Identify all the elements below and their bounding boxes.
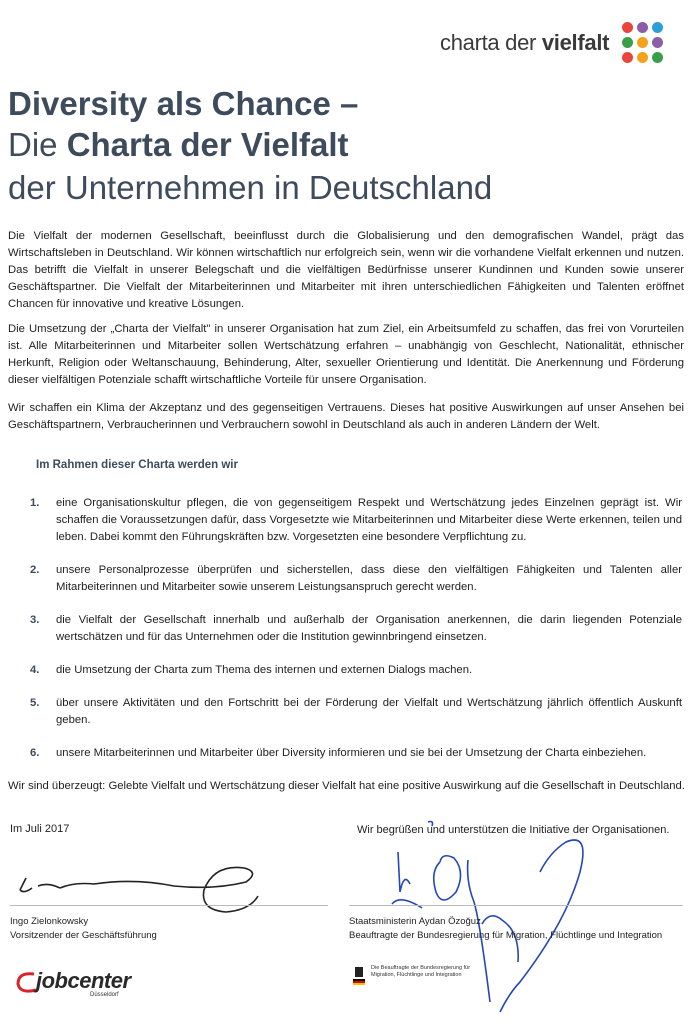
- federal-eagle-icon: [353, 965, 365, 987]
- headline-line-2-bold: Charta der Vielfalt: [66, 126, 349, 163]
- right-signer-role: Beauftragte der Bundesregierung für Migration, Flüchtlinge und Integration: [349, 930, 663, 941]
- jobcenter-wordmark: jobcenter: [36, 968, 131, 993]
- intro-paragraph-2: Die Umsetzung der „Charta der Vielfalt" in unserer Organisation hat zum Ziel, ein Arbeitsumfeld zu schaffen, das frei von Vorurteilen ist. Alle Mitarbeiterinnen und Mitarbeiter sollen Wertschätzung erfahren – unabhängig von Geschlecht, Nationalität, ethnischer Herkunft, Religion oder Weltanschauung, Behinderung, Alter, sexueller Orientierung und Identität. Die Anerkennung und Förderung dieser vielfältigen Potenziale schafft wirtschaftliche Vorteile für unsere Organisation.: [8, 323, 684, 386]
- commitment-number: 1.: [30, 497, 40, 509]
- closing-statement: Wir sind überzeugt: Gelebte Vielfalt und Wertschätzung dieser Vielfalt hat eine positive Auswirkung auf die Gesellschaft in Deutschland.: [8, 780, 685, 792]
- commitment-number: 5.: [30, 697, 40, 709]
- logo-dots-icon: [622, 22, 670, 70]
- jobcenter-city: Düsseldorf: [90, 992, 119, 998]
- jobcenter-swoosh-icon: [14, 970, 38, 994]
- logo-dot: [652, 22, 663, 33]
- left-signature-icon: [14, 860, 264, 920]
- commitments-heading: Im Rahmen dieser Charta werden wir: [36, 459, 238, 471]
- logo-text-bold: vielfalt: [541, 30, 610, 55]
- commitment-text: unsere Personalprozesse überprüfen und sicherstellen, dass diese den vielfältigen Fähigkeiten und Talenten aller Mitarbeiterinnen und Mitarbeiter sowie unserem Leistungsanspruch gerecht werden.: [56, 564, 682, 593]
- headline-line-2: [8, 127, 349, 163]
- right-signer-name: Staatsministerin Aydan Özoğuz: [349, 916, 481, 927]
- commitment-text: die Umsetzung der Charta zum Thema des internen und externen Dialogs machen.: [56, 664, 473, 676]
- commitment-number: 6.: [30, 747, 40, 759]
- logo-dot: [637, 37, 648, 48]
- federal-commissioner-logo: [353, 965, 493, 997]
- charta-der-vielfalt-logo: [440, 22, 680, 72]
- federal-commissioner-text: Die Beauftragte der Bundesregierung für Migration, Flüchtlinge und Integration: [371, 965, 471, 978]
- commitment-text: unsere Mitarbeiterinnen und Mitarbeiter über Diversity informieren und sie bei der Umsetzung der Charta einbeziehen.: [56, 747, 647, 759]
- logo-dot: [622, 37, 633, 48]
- headline-line-3: der Unternehmen in Deutschland: [8, 169, 493, 206]
- logo-text-light: charta der: [440, 30, 542, 55]
- left-signer-role: Vorsitzender der Geschäftsführung: [10, 930, 157, 941]
- headline-line-1: Diversity als Chance –: [8, 85, 359, 122]
- right-signature-line: [349, 905, 683, 906]
- commitment-number: 2.: [30, 564, 40, 576]
- endorsement-statement: Wir begrüßen und unterstützen die Initiative der Organisationen.: [357, 824, 670, 836]
- logo-dot: [622, 52, 633, 63]
- commitment-text: über unsere Aktivitäten und den Fortschritt bei der Förderung der Vielfalt und Wertschätzung jährlich öffentlich Auskunft geben.: [56, 697, 682, 726]
- left-signer-name: Ingo Zielonkowsky: [10, 916, 89, 927]
- commitment-number: 4.: [30, 664, 40, 676]
- logo-dot: [652, 52, 663, 63]
- logo-dot: [637, 52, 648, 63]
- commitment-number: 3.: [30, 614, 40, 626]
- logo-dot: [637, 22, 648, 33]
- left-signature-line: [10, 905, 328, 906]
- commitment-text: die Vielfalt der Gesellschaft innerhalb und außerhalb der Organisation anerkennen, die darin liegenden Potenziale wertschätzen und für das Unternehmen oder die Institution gewinnbringend einsetzen.: [56, 614, 682, 643]
- headline-line-2-light: Die: [8, 126, 67, 163]
- logo-wordmark: [440, 30, 609, 56]
- intro-paragraph-1: Die Vielfalt der modernen Gesellschaft, beeinflusst durch die Globalisierung und den demografischen Wandel, prägt das Wirtschaftsleben in Deutschland. Wir können wirtschaftlich nur erfolgreich sein, wenn wir die vorhandene Vielfalt erkennen und nutzen. Das betrifft die Vielfalt in unserer Belegschaft und die vielfältigen Bedürfnisse unserer Kundinnen und Kunden sowie unserer Geschäftspartner. Die Vielfalt der Mitarbeiterinnen und Mitarbeiter mit ihren unterschiedlichen Fähigkeiten und Talenten eröffnet Chancen für innovative und kreative Lösungen.: [8, 230, 684, 310]
- signing-date: Im Juli 2017: [10, 823, 70, 835]
- jobcenter-logo: [14, 966, 144, 1000]
- commitment-text: eine Organisationskultur pflegen, die von gegenseitigem Respekt und Wertschätzung jedes Einzelnen geprägt ist. Wir schaffen die Voraussetzungen dafür, dass Vorgesetzte wie Mitarbeiterinnen und Mitarbeiter diese Werte erkennen, teilen und leben. Dabei kommt den Führungskräften bzw. Vorgesetzten eine besondere Verpflichtung zu.: [56, 497, 682, 543]
- logo-dot: [652, 37, 663, 48]
- logo-dot: [622, 22, 633, 33]
- intro-paragraph-3: Wir schaffen ein Klima der Akzeptanz und des gegenseitigen Vertrauens. Dieses hat positive Auswirkungen auf unser Ansehen bei Geschäftspartnern, Verbraucherinnen und Verbrauchern sowohl in Deutschland als auch in anderen Ländern der Welt.: [8, 402, 684, 431]
